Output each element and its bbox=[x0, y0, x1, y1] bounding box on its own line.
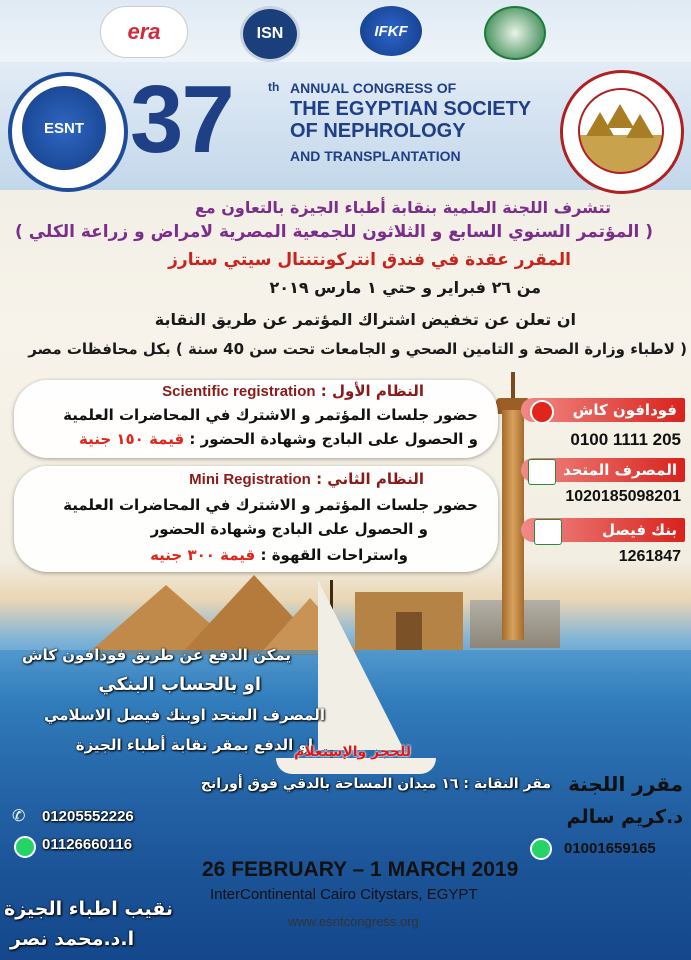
era-logo bbox=[100, 6, 188, 58]
registration-first-title bbox=[162, 382, 424, 400]
phone-icon: ✆ bbox=[12, 806, 26, 825]
faisal-bank-icon bbox=[534, 519, 562, 545]
contact-whatsapp: 01126660116 bbox=[42, 836, 133, 853]
event-date: 26 FEBRUARY – 1 MARCH 2019 bbox=[202, 858, 519, 881]
ministry-logo bbox=[484, 6, 546, 60]
registration-second-title bbox=[189, 470, 424, 488]
faisal-bank-label: بنك فيصل bbox=[521, 518, 685, 542]
congress-number: 37 bbox=[130, 66, 233, 173]
registration-second-title-ar: النظام الثاني : bbox=[316, 470, 424, 488]
cairo-tower-spire bbox=[511, 372, 515, 400]
registration-first-line-1: حضور جلسات المؤتمر و الاشترك في المحاضرات العلمية bbox=[63, 406, 478, 424]
whatsapp-icon bbox=[530, 838, 552, 860]
registration-first-price: قيمة ١٥٠ جنية bbox=[78, 430, 185, 448]
intro-line-4: من ٢٦ فبراير و حتي ١ مارس ٢٠١٩ bbox=[269, 278, 541, 297]
seal-pyramid-icon bbox=[626, 114, 654, 138]
registration-second-title-en: Mini Registration bbox=[189, 471, 311, 488]
committee-title: مقرر اللجنة bbox=[568, 772, 683, 796]
registration-box-first bbox=[14, 380, 498, 458]
registration-second-line-3 bbox=[150, 546, 408, 564]
vodafone-cash-label: فودافون كاش bbox=[521, 398, 685, 422]
banner-line-3: OF NEPHROLOGY bbox=[290, 120, 466, 142]
whatsapp-icon bbox=[14, 836, 36, 858]
united-bank-account: 1020185098201 bbox=[565, 488, 681, 505]
committee-name: د.كريم سالم bbox=[566, 806, 683, 828]
banner-line-2: THE EGYPTIAN SOCIETY bbox=[290, 98, 532, 120]
intro-line-2: ( المؤتمر السنوي السابع و الثلاثون للجمعية المصرية لامراض و زراعة الكلي ) bbox=[15, 222, 653, 242]
vodafone-cash-number: 0100 1111 205 bbox=[570, 430, 681, 449]
intro-line-3: المقرر عقدة في فندق انتركونتنتال سيتي ستارز bbox=[168, 250, 571, 270]
payment-method-line-4: او الدفع بمقر نقابة أطباء الجيزة bbox=[75, 736, 313, 754]
syndicate-head-name: ا.د.محمد نصر bbox=[10, 928, 135, 950]
united-bank-icon bbox=[528, 459, 556, 485]
registration-second-desc: واستراحات القهوة : bbox=[260, 546, 408, 564]
united-bank-label: المصرف المتحد bbox=[521, 458, 685, 482]
vodafone-icon bbox=[530, 400, 554, 424]
registration-first-line-2 bbox=[79, 430, 478, 448]
registration-second-price: قيمة ٣٠٠ جنيه bbox=[150, 546, 256, 564]
syndicate-address: مقر النقابة : ١٦ ميدان المساحة بالدقي فوق أورانج bbox=[200, 776, 551, 792]
banner-line-4: AND TRANSPLANTATION bbox=[290, 148, 461, 164]
syndicate-head-title: نقيب اطباء الجيزة bbox=[4, 898, 174, 920]
registration-second-line-1: حضور جلسات المؤتمر و الاشترك في المحاضرات العلمية bbox=[63, 496, 478, 514]
payment-method-line-2: او بالحساب البنكي bbox=[98, 674, 261, 695]
registration-first-title-en: Scientific registration bbox=[162, 383, 316, 400]
isn-logo bbox=[240, 6, 300, 62]
era-logo-text: era bbox=[127, 19, 161, 44]
registration-first-title-ar: النظام الأول : bbox=[320, 382, 424, 400]
committee-phone: 01001659165 bbox=[564, 840, 656, 857]
payment-method-line-3: المصرف المتحد اوبنك فيصل الاسلامي bbox=[44, 706, 325, 724]
registration-box-second bbox=[14, 466, 498, 572]
felucca-sail bbox=[318, 580, 404, 750]
intro-line-5: ان تعلن عن تخفيض اشتراك المؤتمر عن طريق النقابة bbox=[154, 310, 576, 329]
esnt-seal-text: ESNT bbox=[43, 119, 84, 137]
registration-first-desc: و الحصول على البادج وشهادة الحضور : bbox=[189, 430, 478, 448]
intro-line-6: ( لاطباء وزارة الصحة و التامين الصحي و الجامعات تحت سن 40 سنة ) بكل محافظات مصر bbox=[28, 340, 687, 358]
contact-phone: 01205552226 bbox=[42, 808, 134, 825]
felucca-hull bbox=[276, 758, 436, 774]
faisal-bank-account: 1261847 bbox=[618, 548, 681, 565]
registration-second-line-2: و الحصول على البادج وشهادة الحضور bbox=[150, 520, 428, 538]
isn-logo-text: ISN bbox=[256, 25, 284, 42]
intro-line-1: تتشرف اللجنة العلمية بنقابة أطباء الجيزة بالتعاون مع bbox=[194, 198, 611, 217]
ifkf-logo-text: IFKF bbox=[374, 22, 408, 40]
esnt-seal-inner bbox=[22, 86, 106, 170]
booking-label: للحجز والإستعلام bbox=[294, 744, 411, 760]
event-website[interactable]: www.esntcongress.org bbox=[288, 914, 419, 929]
congress-number-suffix: th bbox=[268, 80, 280, 94]
payment-method-line-1: يمكن الدفع عن طريق فودافون كاش bbox=[21, 646, 291, 664]
banner-line-1: ANNUAL CONGRESS OF bbox=[290, 80, 457, 96]
event-venue: InterContinental Cairo Citystars, EGYPT bbox=[210, 886, 478, 903]
ifkf-logo bbox=[360, 6, 422, 56]
